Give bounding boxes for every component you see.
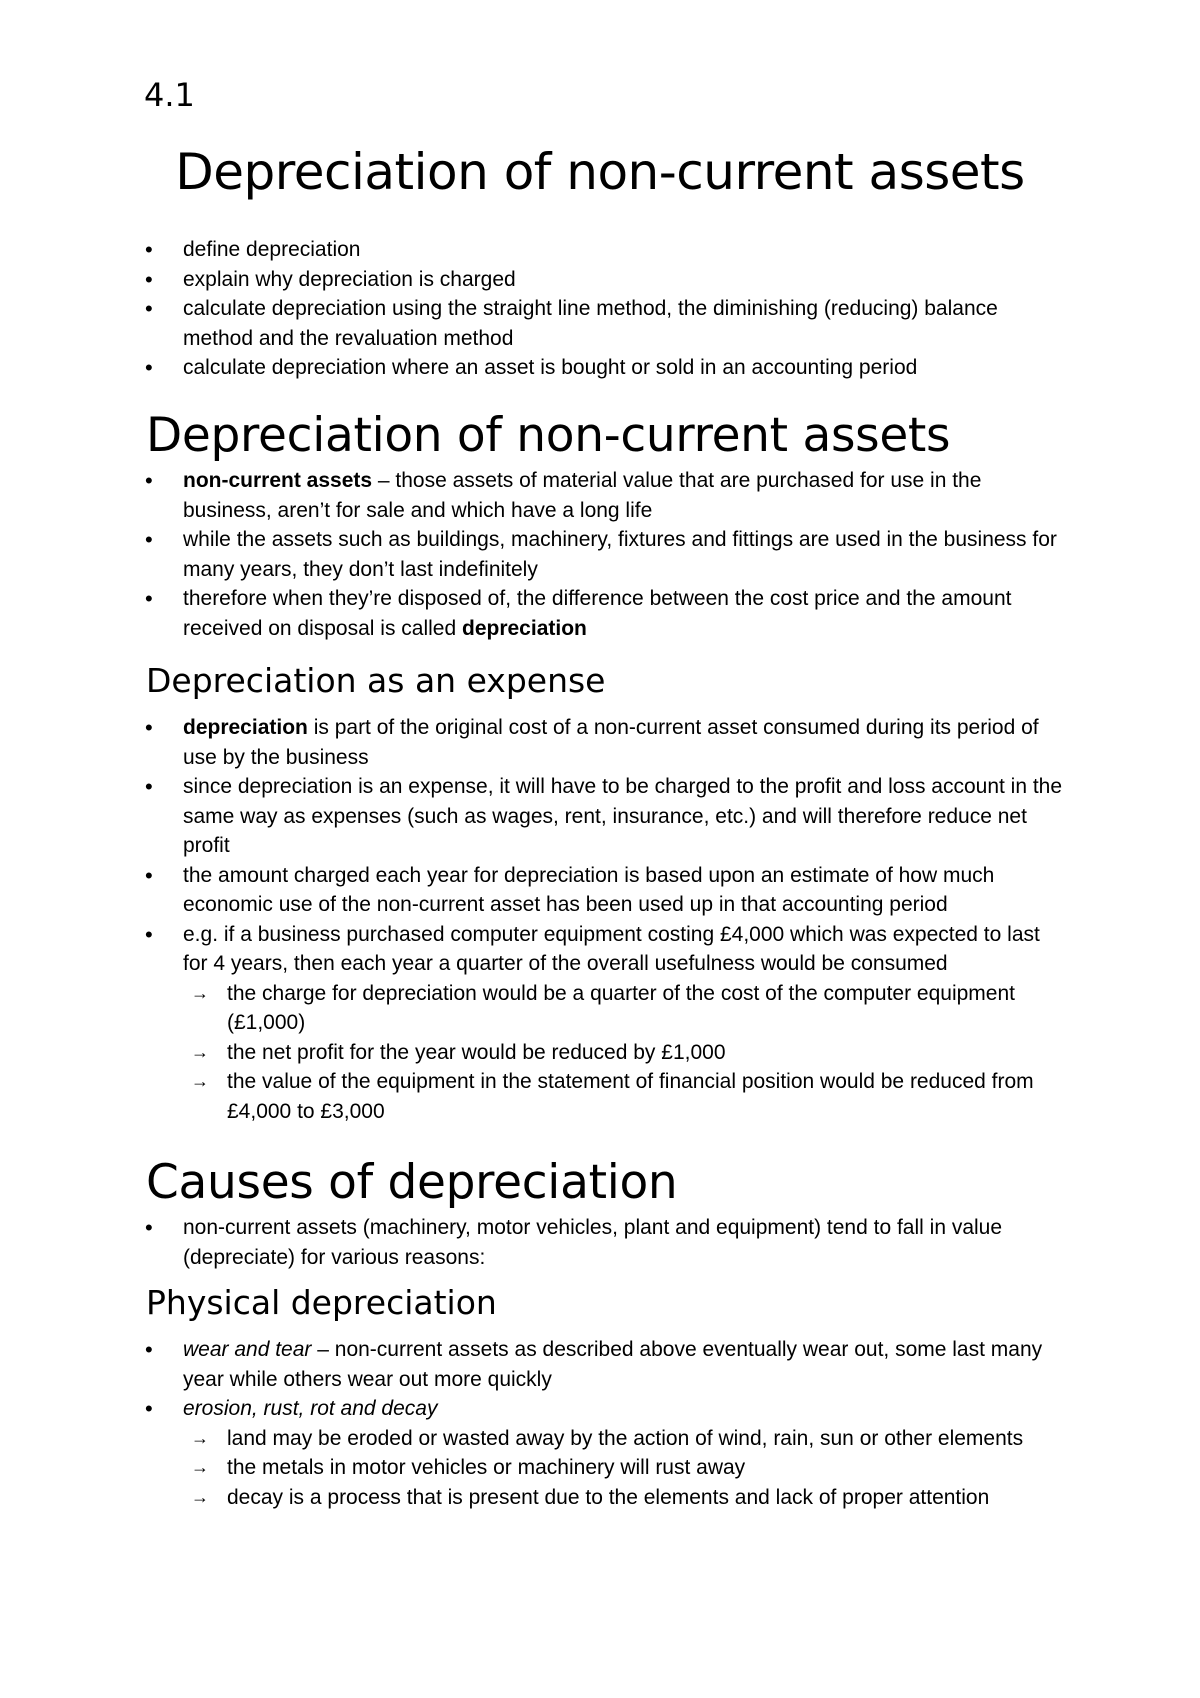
list-item: • since depreciation is an expense, it will have to be charged to the profit and loss account in the same way as expenses (such as wages, rent, insurance, etc.) and will therefore reduce net profit <box>145 772 1065 861</box>
page-title: Depreciation of non-current assets <box>175 143 1025 201</box>
list-item <box>145 713 1065 772</box>
section-number: 4.1 <box>144 76 195 114</box>
list-item <box>145 584 1065 643</box>
erosion-sublist <box>183 1424 1065 1513</box>
sublist-item: → land may be eroded or wasted away by the action of wind, rain, sun or other elements <box>183 1424 1065 1454</box>
list-item: • while the assets such as buildings, machinery, fixtures and fittings are used in the business for many years, they don’t last indefinitely <box>145 525 1065 584</box>
list-item: • define depreciation <box>145 235 1065 265</box>
example-sublist <box>183 979 1065 1127</box>
list-item: • the amount charged each year for depreciation is based upon an estimate of how much economic use of the non-current asset has been used up in that accounting period <box>145 861 1065 920</box>
list-item: • calculate depreciation using the straight line method, the diminishing (reducing) balance method and the revaluation method <box>145 294 1065 353</box>
sublist-item: → the charge for depreciation would be a quarter of the cost of the computer equipment (£1,000) <box>183 979 1065 1038</box>
list-item: • calculate depreciation where an asset is bought or sold in an accounting period <box>145 353 1065 383</box>
definition-text: – those assets of material value that are purchased for use in the business, aren’t for sale and which have a long life <box>183 469 982 522</box>
term-depreciation: depreciation <box>183 716 308 739</box>
section-heading-physical: Physical depreciation <box>146 1283 497 1322</box>
example-text: e.g. if a business purchased computer equipment costing £4,000 which was expected to last for 4 years, then each year a quarter of the overall usefulness would be consumed <box>183 922 1040 975</box>
noncurrent-assets-list <box>145 466 1065 643</box>
list-item <box>145 466 1065 525</box>
section-heading-expense: Depreciation as an expense <box>146 661 606 700</box>
list-item: • non-current assets (machinery, motor vehicles, plant and equipment) tend to fall in value (depreciate) for various reasons: <box>145 1213 1065 1272</box>
expense-list <box>145 713 1065 1126</box>
sublist-item: → the net profit for the year would be reduced by £1,000 <box>183 1038 1065 1068</box>
definition-text: therefore when they’re disposed of, the difference between the cost price and the amount received on disposal is called <box>183 587 1012 640</box>
list-item <box>145 920 1065 1127</box>
list-item: • explain why depreciation is charged <box>145 265 1065 295</box>
sublist-item: → the value of the equipment in the statement of financial position would be reduced from £4,000 to £3,000 <box>183 1067 1065 1126</box>
term-erosion: erosion, rust, rot and decay <box>183 1397 438 1420</box>
term-wear-and-tear: wear and tear <box>183 1338 312 1361</box>
list-item <box>145 1394 1065 1512</box>
objectives-list <box>145 235 1065 383</box>
list-item <box>145 1335 1065 1394</box>
section-heading-noncurrent-assets: Depreciation of non-current assets <box>146 408 951 463</box>
definition-text: – non-current assets as described above eventually wear out, some last many year while others wear out more quickly <box>183 1338 1043 1391</box>
physical-list <box>145 1335 1065 1512</box>
term-depreciation: depreciation <box>462 616 587 640</box>
section-heading-causes: Causes of depreciation <box>146 1155 678 1210</box>
term-noncurrent-assets: non-current assets <box>183 469 373 492</box>
definition-text: is part of the original cost of a non-current asset consumed during its period of use by the business <box>183 716 1039 769</box>
sublist-item: → the metals in motor vehicles or machinery will rust away <box>183 1453 1065 1483</box>
causes-list <box>145 1213 1065 1272</box>
sublist-item: → decay is a process that is present due to the elements and lack of proper attention <box>183 1483 1065 1513</box>
